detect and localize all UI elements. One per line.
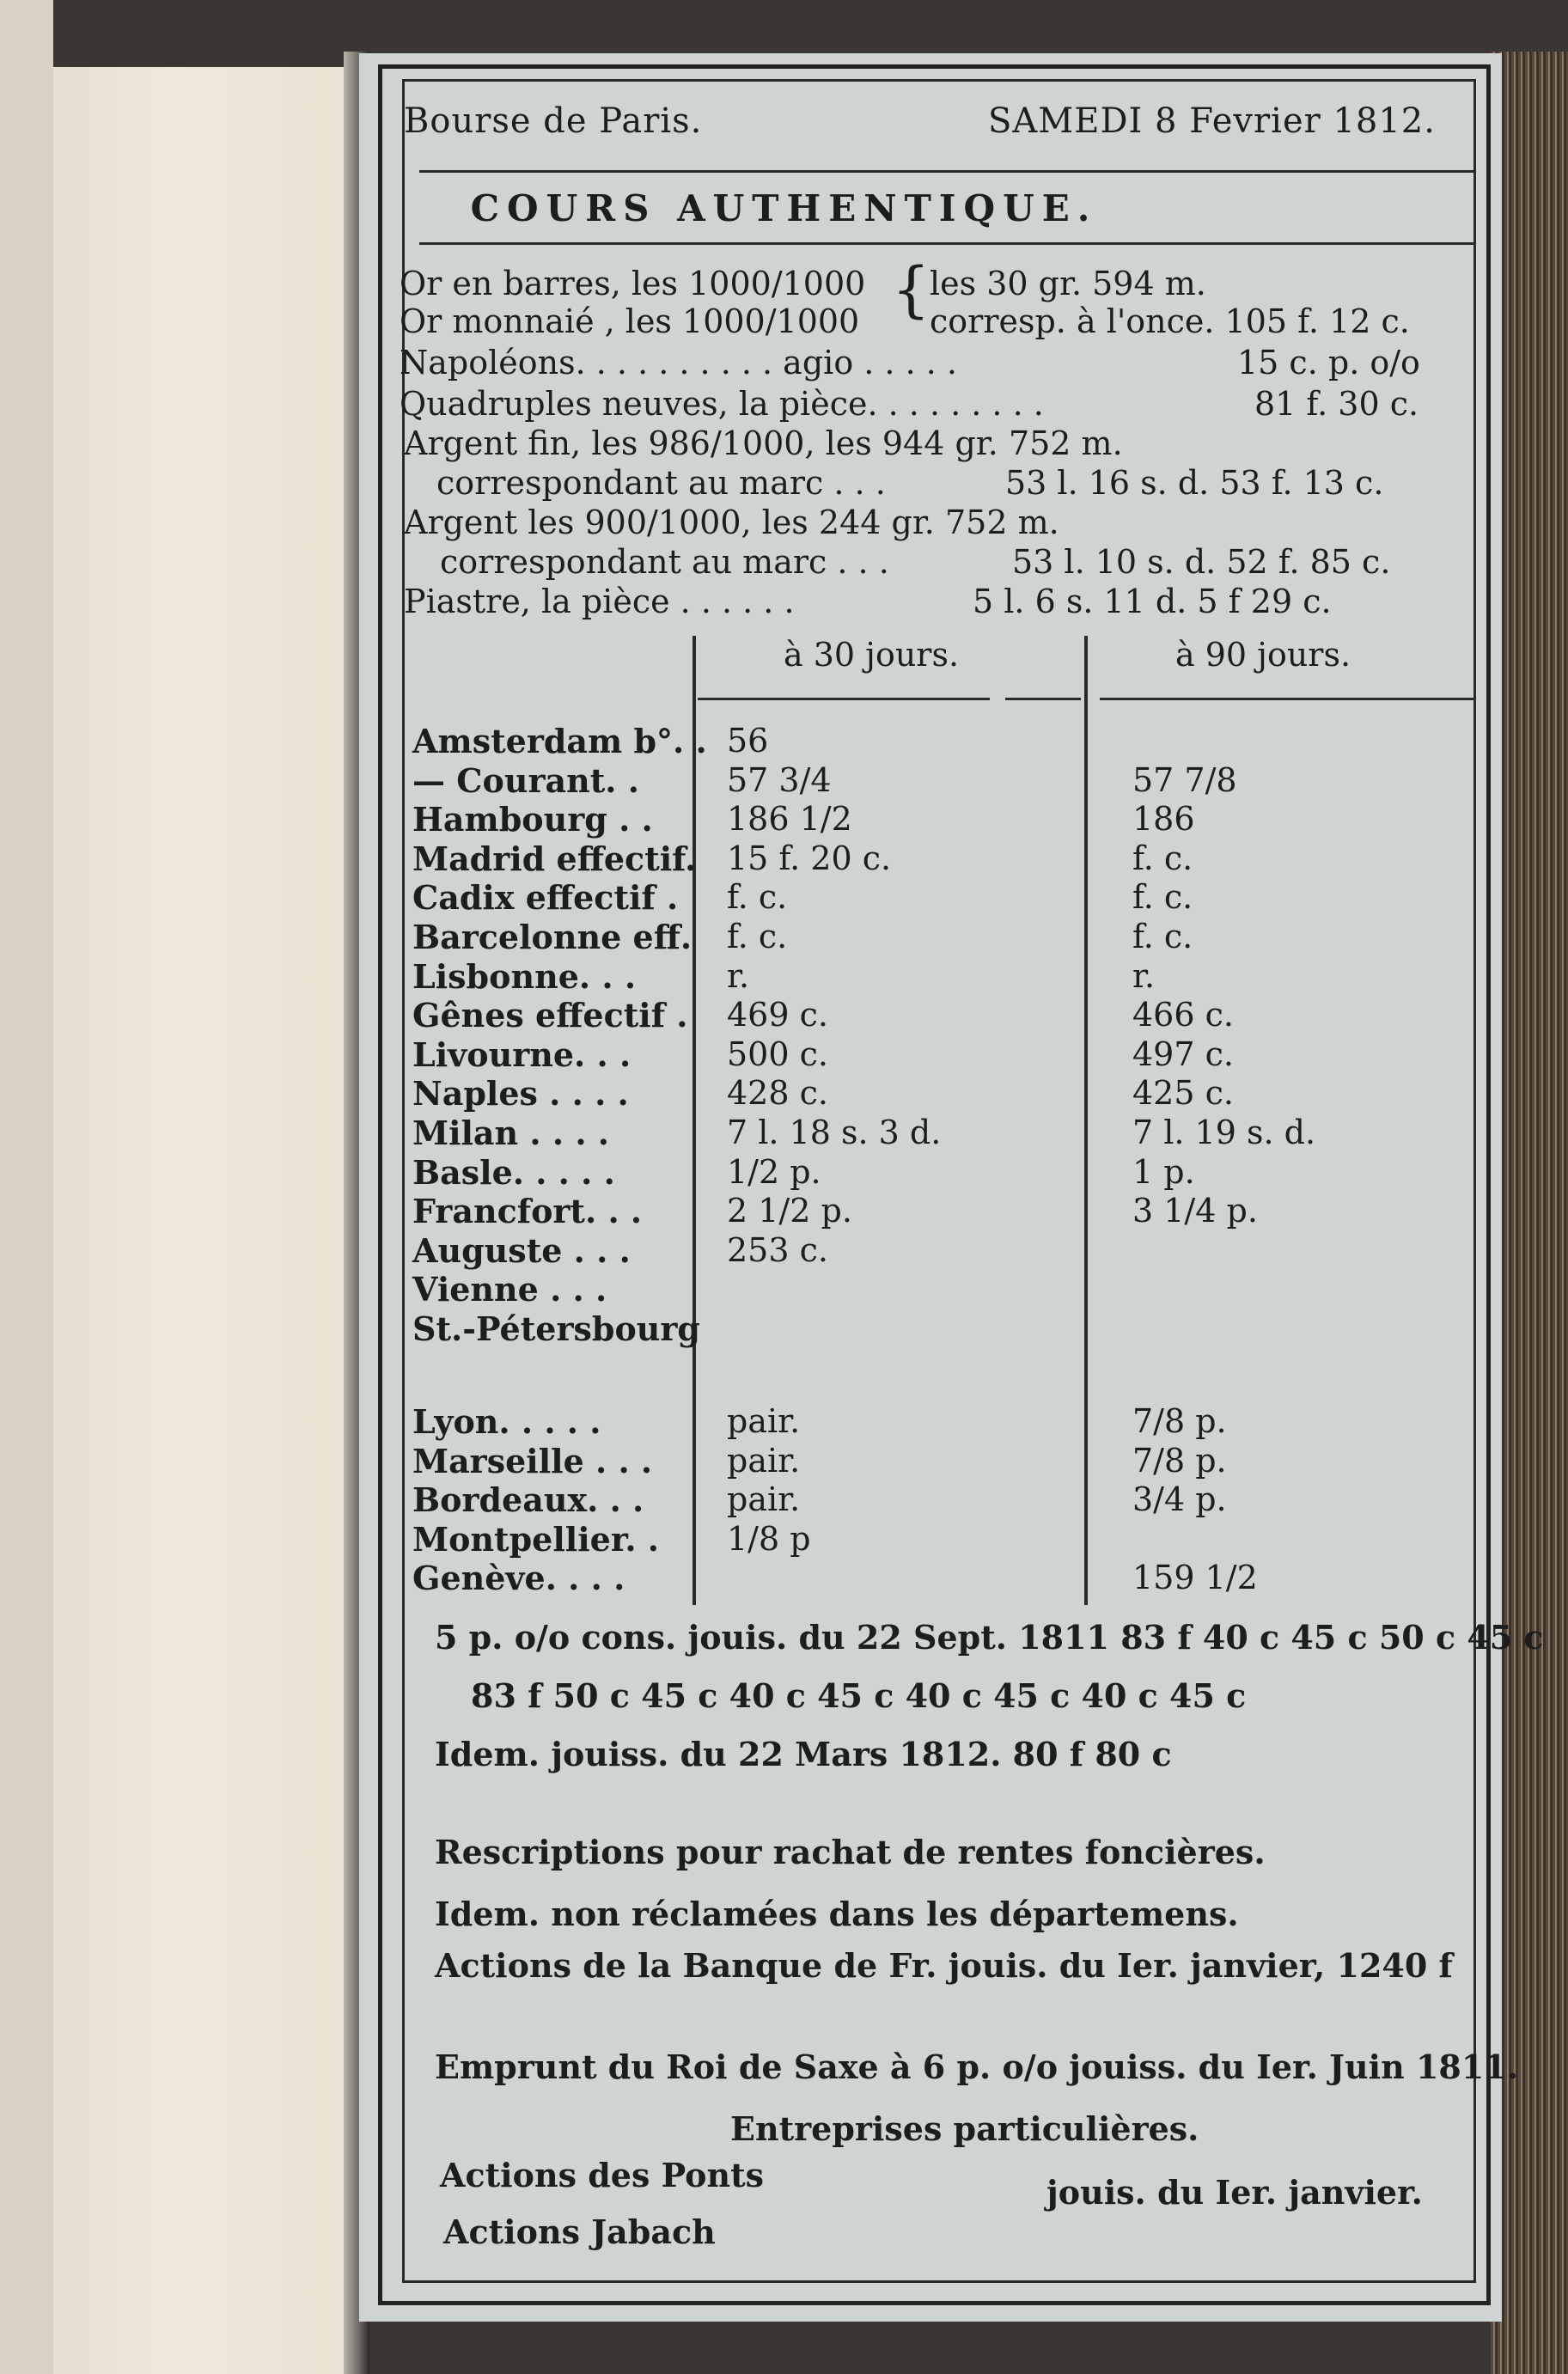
column-rule-90 bbox=[1100, 698, 1473, 700]
rate-30-days: 56 bbox=[727, 722, 769, 760]
rate-90-days: 466 c. bbox=[1132, 996, 1234, 1034]
rate-30-days: r. bbox=[727, 956, 750, 995]
rate-30-days: 186 1/2 bbox=[727, 800, 852, 839]
header-rule bbox=[419, 170, 1476, 173]
napoleons-line: Napoléons. . . . . . . . . . agio . . . . . bbox=[400, 344, 957, 381]
left-book-edge bbox=[0, 0, 53, 2374]
rate-90-days: 186 bbox=[1132, 800, 1195, 839]
piastre-line: Piastre, la pièce . . . . . . bbox=[404, 583, 795, 620]
exchange-city: Naples . . . . bbox=[412, 1074, 629, 1114]
rate-90-days: 1 p. bbox=[1132, 1152, 1195, 1191]
page-title: COURS AUTHENTIQUE. bbox=[470, 187, 1098, 229]
rate-90-days: 7/8 p. bbox=[1132, 1402, 1227, 1440]
argent-fin-line: Argent fin, les 986/1000, les 944 gr. 752 m. bbox=[404, 424, 1123, 462]
rate-30-days: 15 f. 20 c. bbox=[727, 839, 892, 877]
exchange-city: Montpellier. . bbox=[412, 1519, 660, 1559]
exchange-city: Vienne . . . bbox=[412, 1270, 607, 1309]
column-rule-gap bbox=[1005, 698, 1081, 700]
jabach-line: Actions Jabach bbox=[443, 2212, 716, 2251]
exchange-city: Francfort. . . bbox=[412, 1192, 643, 1231]
rate-30-days: pair. bbox=[727, 1402, 801, 1440]
rate-30-days: 253 c. bbox=[727, 1230, 828, 1269]
exchange-city: Milan . . . . bbox=[412, 1114, 610, 1152]
exchange-city: Livourne. . . bbox=[412, 1034, 631, 1074]
rate-90-days: 497 c. bbox=[1132, 1034, 1234, 1073]
rentes-line-3: Idem. jouiss. du 22 Mars 1812. 80 f 80 c bbox=[435, 1735, 1172, 1773]
table-mid-rule bbox=[1084, 636, 1088, 1605]
blank-left-page bbox=[53, 67, 354, 2374]
rate-90-days: f. c. bbox=[1132, 878, 1193, 917]
exchange-city: — Courant. . bbox=[412, 760, 639, 800]
column-head-90: à 90 jours. bbox=[1175, 636, 1351, 674]
rate-30-days: pair. bbox=[727, 1480, 801, 1518]
header-date: SAMEDI 8 Fevrier 1812. bbox=[988, 101, 1436, 141]
rate-90-days: 3/4 p. bbox=[1132, 1480, 1227, 1518]
rate-90-days: f. c. bbox=[1132, 839, 1193, 877]
or-monnaie-line: Or monnaié , les 1000/1000 bbox=[400, 302, 860, 340]
rate-30-days: 1/8 p bbox=[727, 1519, 811, 1558]
exchange-city: Barcelonne eff. bbox=[412, 918, 692, 956]
rate-90-days: 57 7/8 bbox=[1132, 760, 1237, 799]
entreprises-heading: Entreprises particulières. bbox=[730, 2109, 1199, 2148]
rate-90-days: r. bbox=[1132, 956, 1156, 995]
rentes-line-1: 5 p. o/o cons. jouis. du 22 Sept. 1811 83 f 40 c 45 c 50 c 45 c bbox=[435, 1618, 1544, 1657]
piastre-value: 5 l. 6 s. 11 d. 5 f 29 c. bbox=[973, 583, 1332, 620]
rate-90-days: 7/8 p. bbox=[1132, 1441, 1227, 1480]
emprunt-line: Emprunt du Roi de Saxe à 6 p. o/o jouiss. du Ier. Juin 1811. bbox=[435, 2047, 1518, 2086]
rate-30-days: 2 1/2 p. bbox=[727, 1192, 852, 1230]
rate-90-days: 7 l. 19 s. d. bbox=[1132, 1114, 1316, 1151]
or-barres-line: Or en barres, les 1000/1000 bbox=[400, 265, 866, 302]
exchange-city: Marseille . . . bbox=[412, 1441, 653, 1480]
rate-90-days: 3 1/4 p. bbox=[1132, 1192, 1258, 1230]
brace-glyph: { bbox=[892, 254, 930, 325]
title-rule bbox=[419, 242, 1476, 245]
rate-30-days: 57 3/4 bbox=[727, 760, 832, 799]
rate-90-days: 159 1/2 bbox=[1132, 1559, 1258, 1596]
exchange-city: Auguste . . . bbox=[412, 1230, 631, 1270]
napoleons-value: 15 c. p. o/o bbox=[1237, 344, 1420, 381]
banque-line: Actions de la Banque de Fr. jouis. du Ier. janvier, 1240 f bbox=[435, 1946, 1453, 1985]
or-price: corresp. à l'once. 105 f. 12 c. bbox=[930, 302, 1410, 340]
argent-900-line: Argent les 900/1000, les 244 gr. 752 m. bbox=[404, 503, 1059, 541]
exchange-city: Cadix effectif . bbox=[412, 878, 679, 918]
rate-30-days: f. c. bbox=[727, 918, 788, 955]
rate-30-days: 469 c. bbox=[727, 996, 828, 1034]
exchange-city: Lyon. . . . . bbox=[412, 1402, 601, 1441]
exchange-city: Madrid effectif. bbox=[412, 839, 697, 878]
rate-30-days: 7 l. 18 s. 3 d. bbox=[727, 1114, 942, 1151]
argent-900-value: 53 l. 10 s. d. 52 f. 85 c. bbox=[1012, 543, 1391, 581]
quadruples-line: Quadruples neuves, la pièce. . . . . . . . . bbox=[400, 385, 1044, 423]
rate-30-days: pair. bbox=[727, 1441, 801, 1480]
column-rule-30 bbox=[698, 698, 990, 700]
exchange-city: Hambourg . . bbox=[412, 800, 653, 839]
column-head-30: à 30 jours. bbox=[784, 636, 960, 674]
ponts-jouis: jouis. du Ier. janvier. bbox=[1046, 2173, 1423, 2212]
argent-fin-value: 53 l. 16 s. d. 53 f. 13 c. bbox=[1005, 464, 1384, 502]
rentes-line-2: 83 f 50 c 45 c 40 c 45 c 40 c 45 c 40 c 45 c bbox=[471, 1676, 1247, 1715]
rate-30-days: f. c. bbox=[727, 878, 788, 917]
ponts-line: Actions des Ponts bbox=[440, 2156, 765, 2194]
exchange-city: Bordeaux. . . bbox=[412, 1480, 644, 1519]
rate-30-days: 500 c. bbox=[727, 1034, 828, 1073]
exchange-city: Lisbonne. . . bbox=[412, 956, 637, 996]
idem-line: Idem. non réclamées dans les départemens. bbox=[435, 1895, 1239, 1933]
exchange-city: Basle. . . . . bbox=[412, 1152, 615, 1192]
argent-fin-corr: correspondant au marc . . . bbox=[436, 464, 886, 502]
header-left: Bourse de Paris. bbox=[404, 101, 703, 141]
rate-90-days: f. c. bbox=[1132, 918, 1193, 955]
or-weight: les 30 gr. 594 m. bbox=[930, 265, 1206, 302]
quadruples-value: 81 f. 30 c. bbox=[1254, 385, 1419, 423]
exchange-city: Amsterdam b°. . bbox=[412, 722, 707, 760]
rate-30-days: 1/2 p. bbox=[727, 1152, 821, 1191]
table-left-rule bbox=[692, 636, 696, 1605]
rate-90-days: 425 c. bbox=[1132, 1074, 1234, 1113]
exchange-city: Gênes effectif . bbox=[412, 996, 688, 1035]
argent-900-corr: correspondant au marc . . . bbox=[440, 543, 889, 581]
rescriptions-line: Rescriptions pour rachat de rentes foncières. bbox=[435, 1833, 1266, 1871]
exchange-city: St.-Pétersbourg bbox=[412, 1309, 701, 1348]
rate-30-days: 428 c. bbox=[727, 1074, 828, 1113]
page-stack-edge bbox=[1491, 52, 1568, 2374]
exchange-city: Genève. . . . bbox=[412, 1559, 625, 1597]
